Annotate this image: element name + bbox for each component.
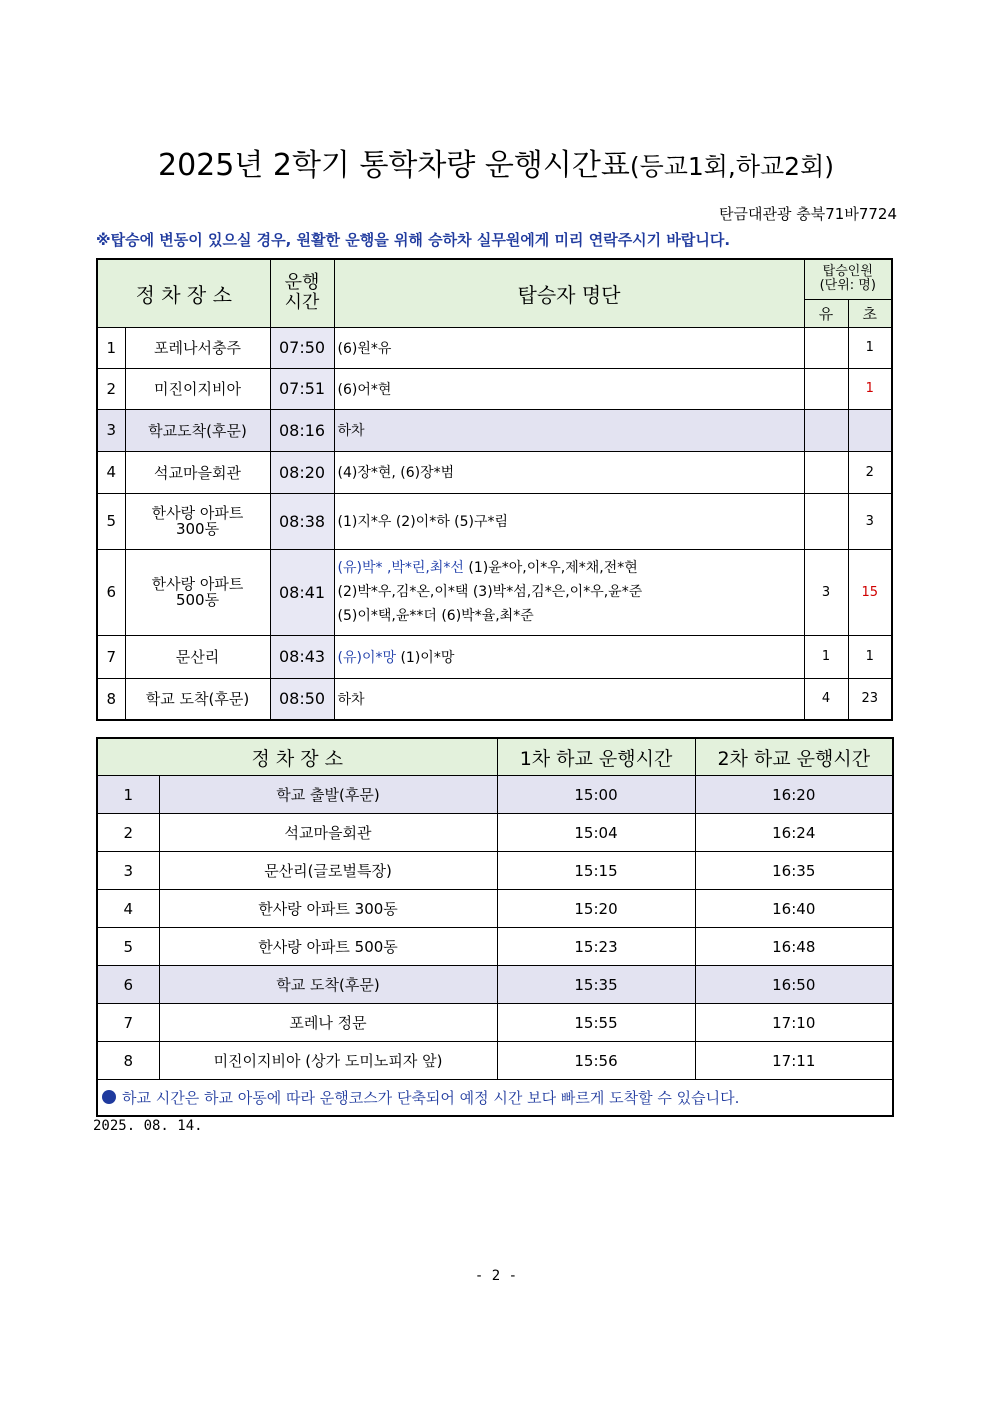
run1-time: 15:04 [497,814,695,852]
header-count-unit: (단위: 명) [819,278,876,294]
run2-time: 17:11 [695,1042,893,1080]
stop-name: 포레나 정문 [159,1004,497,1042]
rider-list: (6)어*현 [334,368,804,409]
kinder-count [804,493,848,549]
table-row [97,327,892,368]
stop-name-line1: 한사랑 아파트 [151,575,244,593]
stop-name: 학교 도착(후문) [159,966,497,1004]
footnote-row [97,1080,893,1117]
rider-list: 하차 [334,409,804,451]
elem-count: 23 [848,678,892,720]
stop-name-line2: 300동 [175,520,220,538]
run2-time: 17:10 [695,1004,893,1042]
elem-count: 1 [848,327,892,368]
header-time [270,259,334,327]
stop-name: 포레나서충주 [125,327,270,368]
row-number: 5 [97,493,125,549]
kinder-count [804,409,848,451]
row-number: 3 [97,409,125,451]
row-number: 4 [97,451,125,493]
run1-time: 15:23 [497,928,695,966]
header-time-line1: 운행 [284,272,320,294]
run-time: 07:50 [270,327,334,368]
kinder-riders: (유)이*망 [337,649,397,666]
stop-name [125,549,270,635]
row-number: 6 [97,549,125,635]
rider-line1 [338,556,804,580]
stop-name: 학교도착(후문) [125,409,270,451]
row-number: 3 [97,852,159,890]
table-row [97,678,892,720]
run1-time: 15:56 [497,1042,695,1080]
title-main: 2025년 2학기 통학차량 운행시간표 [158,148,630,183]
kinder-count: 1 [804,635,848,678]
table-row [97,451,892,493]
run1-time: 15:15 [497,852,695,890]
table-row [97,776,893,814]
run2-time: 16:20 [695,776,893,814]
elem-count: 1 [848,635,892,678]
run-time: 08:20 [270,451,334,493]
vehicle-info: 탄금대관광 충북71바7724 [719,205,897,223]
run1-time: 15:35 [497,966,695,1004]
table-row [97,549,892,635]
row-number: 1 [97,327,125,368]
header-stop: 정 차 장 소 [97,259,270,327]
row-number: 2 [97,814,159,852]
table-row [97,852,893,890]
kinder-riders: (유)박* ,박*린,최*선 [337,560,464,576]
kinder-count: 3 [804,549,848,635]
morning-schedule-table [96,258,893,721]
run-time: 08:50 [270,678,334,720]
document-date: 2025. 08. 14. [93,1118,203,1134]
elem-riders: (1)윤*아,이*우,제*채,전*현 [463,560,638,576]
kinder-count: 4 [804,678,848,720]
header-stop: 정 차 장 소 [97,738,497,776]
run-time: 08:38 [270,493,334,549]
elem-riders: (1)이*망 [396,649,455,666]
rider-list [334,635,804,678]
bullet-icon [102,1090,116,1104]
elem-count: 15 [848,549,892,635]
stop-name: 한사랑 아파트 300동 [159,890,497,928]
stop-name: 미진이지비아 (상가 도미노피자 앞) [159,1042,497,1080]
stop-name: 학교 출발(후문) [159,776,497,814]
stop-name-line2: 500동 [175,591,220,609]
header-kinder: 유 [804,299,848,327]
rider-list: (1)지*우 (2)이*하 (5)구*림 [334,493,804,549]
elem-count [848,409,892,451]
run1-time: 15:00 [497,776,695,814]
row-number: 6 [97,966,159,1004]
run2-time: 16:24 [695,814,893,852]
page-title [0,140,992,184]
run-time: 08:43 [270,635,334,678]
row-number: 8 [97,678,125,720]
table-row [97,1004,893,1042]
run-time: 08:41 [270,549,334,635]
rider-line3: (5)이*택,윤**더 (6)박*율,최*준 [337,608,534,624]
table-row [97,966,893,1004]
run2-time: 16:40 [695,890,893,928]
table-row [97,928,893,966]
run2-time: 16:50 [695,966,893,1004]
row-number: 2 [97,368,125,409]
run2-time: 16:48 [695,928,893,966]
table-row [97,1042,893,1080]
table-row [97,635,892,678]
run1-time: 15:55 [497,1004,695,1042]
table-row-arrival [97,409,892,451]
elem-count: 3 [848,493,892,549]
row-number: 7 [97,635,125,678]
rider-list [334,549,804,635]
table-row [97,890,893,928]
header-run1: 1차 하교 운행시간 [497,738,695,776]
kinder-count [804,451,848,493]
title-sub: (등교1회,하교2회) [629,152,834,181]
run-time: 07:51 [270,368,334,409]
elem-count: 1 [848,368,892,409]
afternoon-schedule-table [96,737,894,1117]
rider-line2: (2)박*우,김*온,이*택 (3)박*섬,김*은,이*우,윤*준 [337,584,643,600]
header-time-line2: 시간 [284,292,320,314]
row-number: 5 [97,928,159,966]
stop-name: 학교 도착(후문) [125,678,270,720]
stop-name: 석교마을회관 [125,451,270,493]
stop-name-line1: 한사랑 아파트 [151,504,244,522]
run2-time: 16:35 [695,852,893,890]
row-number: 4 [97,890,159,928]
header-riders: 탑승자 명단 [334,259,804,327]
row-number: 8 [97,1042,159,1080]
kinder-count [804,368,848,409]
table-row [97,368,892,409]
header-elem: 초 [848,299,892,327]
table-row [97,493,892,549]
run-time: 08:16 [270,409,334,451]
rider-list: (6)원*유 [334,327,804,368]
stop-name [125,493,270,549]
rider-list: (4)장*현, (6)장*범 [334,451,804,493]
stop-name: 문산리(글로벌특장) [159,852,497,890]
stop-name: 한사랑 아파트 500동 [159,928,497,966]
header-run2: 2차 하교 운행시간 [695,738,893,776]
row-number: 7 [97,1004,159,1042]
run1-time: 15:20 [497,890,695,928]
page-number: - 2 - [474,1268,518,1284]
header-count-label: 탑승인원 [822,264,873,280]
stop-name: 미진이지비아 [125,368,270,409]
kinder-count [804,327,848,368]
footnote-text: 하교 시간은 하교 아동에 따라 운행코스가 단축되어 예정 시간 보다 빠르게 도착할 수 있습니다. [122,1089,740,1107]
notice-text: ※탑승에 변동이 있으실 경우, 원활한 운행을 위해 승하차 실무원에게 미리 연락주시기 바랍니다. [96,231,731,249]
stop-name: 석교마을회관 [159,814,497,852]
rider-list: 하차 [334,678,804,720]
row-number: 1 [97,776,159,814]
elem-count: 2 [848,451,892,493]
footnote [97,1080,893,1117]
table-row [97,814,893,852]
header-count [804,259,892,299]
stop-name: 문산리 [125,635,270,678]
